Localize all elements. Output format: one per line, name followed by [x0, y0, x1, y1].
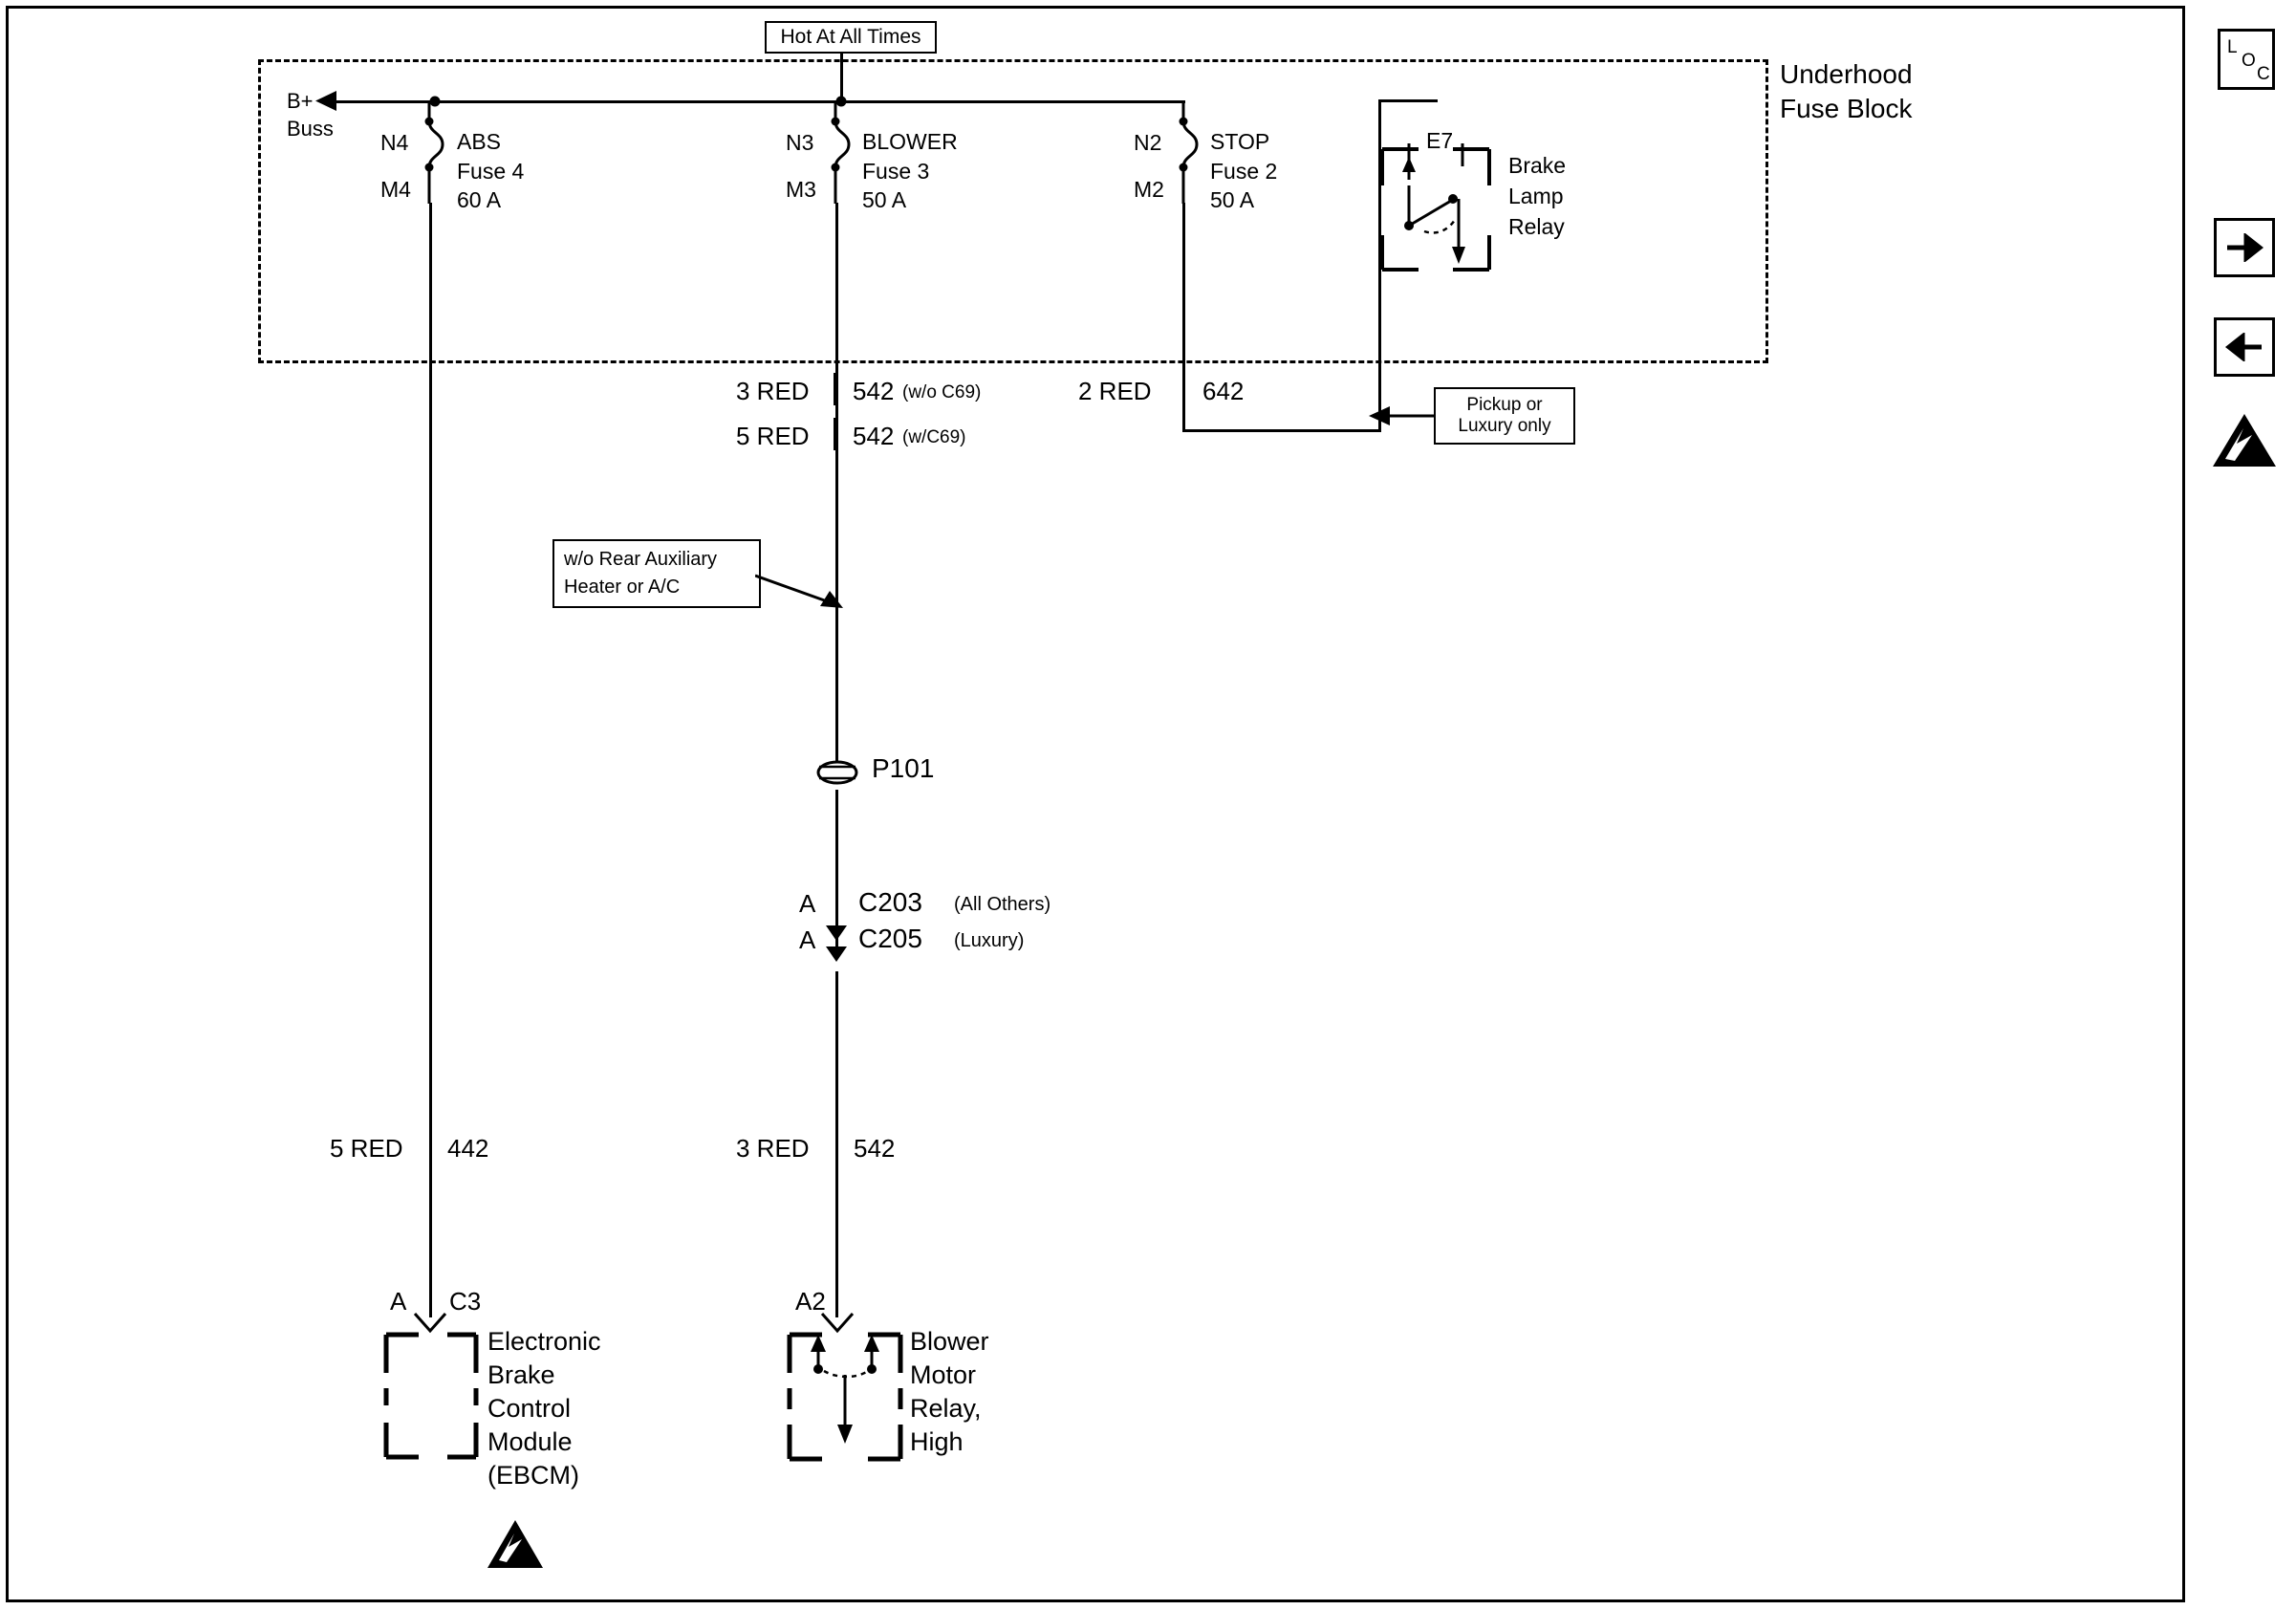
stop-fuse-pin-bottom: M2 — [1134, 177, 1164, 202]
electrostatic-discharge-icon-bottom — [486, 1518, 545, 1572]
wire-label-circuit-4: 442 — [447, 1134, 489, 1163]
pickup-luxury-line1: Pickup or — [1466, 395, 1543, 416]
wire-label-gauge-1: 3 RED — [736, 377, 810, 405]
relay-feed-top-wire — [1378, 99, 1438, 102]
no-rear-aux-line1: w/o Rear Auxiliary — [564, 549, 718, 570]
ebcm-label-line1: Electronic — [487, 1327, 601, 1356]
b-plus-arrowhead-icon — [315, 88, 344, 117]
wire-label-gauge-5: 3 RED — [736, 1134, 810, 1163]
c203-name: C203 — [858, 887, 922, 917]
abs-fuse-name: ABS — [457, 129, 502, 154]
wire-label-circuit-5: 542 — [854, 1134, 896, 1163]
stop-fuse-rating: 50 A — [1210, 187, 1255, 212]
wire-label-gauge-4: 5 RED — [330, 1134, 403, 1163]
abs-fuse-symbol-icon — [419, 100, 451, 206]
abs-fuse-pin-top: N4 — [380, 130, 409, 155]
blower-fuse-name: BLOWER — [862, 129, 958, 154]
c205-name: C205 — [858, 924, 922, 953]
blower-relay-label-line3: Relay, — [910, 1394, 982, 1423]
brake-lamp-relay-label-line2: Lamp — [1508, 184, 1564, 208]
blower-fuse-rating: 50 A — [862, 187, 907, 212]
pickup-luxury-arrow-icon — [1369, 402, 1434, 430]
loc-letter-c: C — [2257, 64, 2270, 84]
no-rear-aux-line2: Heater or A/C — [564, 577, 681, 598]
previous-page-button[interactable] — [2214, 317, 2275, 377]
blower-relay-label-line2: Motor — [910, 1360, 977, 1389]
wire-label-divider-5 — [835, 1130, 837, 1163]
relay-feed-up-wire — [1378, 99, 1381, 432]
loc-letter-l: L — [2227, 37, 2238, 57]
arrow-right-icon — [2225, 233, 2264, 262]
abs-fuse-rating: 60 A — [457, 187, 502, 212]
ebcm-label-line3: Control — [487, 1394, 572, 1423]
b-plus-buss-label-line2: Buss — [287, 117, 334, 141]
stop-fuse-to-relay-wire — [1182, 429, 1381, 432]
brake-lamp-relay-pin: E7 — [1426, 128, 1454, 153]
ebcm-label-line2: Brake — [487, 1360, 555, 1389]
stop-fuse-name: STOP — [1210, 129, 1270, 154]
p101-splice-icon — [814, 751, 860, 794]
ebcm-pin: A — [390, 1287, 407, 1316]
wire-label-divider-4 — [429, 1130, 431, 1163]
underhood-fuse-block-label-line1: Underhood — [1780, 59, 1913, 89]
wire-label-circuit-2: 542 — [853, 422, 895, 450]
blower-fuse-pin-top: N3 — [786, 130, 814, 155]
ebcm-label-line5: (EBCM) — [487, 1461, 579, 1490]
b-plus-buss-label-line1: B+ — [287, 89, 314, 113]
brake-lamp-relay-label-line3: Relay — [1508, 214, 1565, 239]
blower-relay-pin: A2 — [795, 1287, 826, 1316]
wire-label-note-2: (w/C69) — [902, 427, 966, 447]
wire-label-gauge-3: 2 RED — [1078, 377, 1152, 405]
wire-label-divider-3 — [1182, 373, 1184, 405]
wire-label-circuit-3: 642 — [1202, 377, 1245, 405]
blower-fuse-symbol-icon — [825, 100, 857, 206]
pickup-luxury-line2: Luxury only — [1458, 416, 1551, 436]
wire-label-gauge-2: 5 RED — [736, 422, 810, 450]
c205-pin: A — [799, 925, 816, 954]
loc-button[interactable] — [2218, 29, 2275, 90]
no-rear-aux-heater-callout — [552, 539, 761, 608]
pickup-luxury-callout — [1434, 387, 1575, 445]
ebcm-module-outline-icon — [380, 1329, 486, 1463]
arrow-left-icon — [2225, 333, 2264, 361]
next-page-button[interactable] — [2214, 218, 2275, 277]
blower-relay-symbol-icon — [784, 1329, 910, 1465]
c203-note: (All Others) — [954, 894, 1051, 915]
b-plus-bus-wire — [325, 100, 1185, 103]
abs-fuse-pin-bottom: M4 — [380, 177, 411, 202]
blower-relay-label-line4: High — [910, 1427, 964, 1456]
c205-note: (Luxury) — [954, 930, 1025, 951]
loc-letter-o: O — [2242, 51, 2256, 71]
electrostatic-discharge-icon-toolbar[interactable] — [2210, 411, 2279, 470]
ebcm-label-line4: Module — [487, 1427, 573, 1456]
abs-fuse-number: Fuse 4 — [457, 159, 525, 184]
wire-label-note-1: (w/o C69) — [902, 382, 982, 402]
stop-fuse-symbol-icon — [1173, 100, 1205, 206]
c203-c205-connector-arrows-icon — [820, 920, 853, 973]
blower-relay-label-line1: Blower — [910, 1327, 989, 1356]
wire-label-circuit-1: 542 — [853, 377, 895, 405]
hot-at-all-times-text: Hot At All Times — [780, 25, 921, 48]
p101-splice-label: P101 — [872, 753, 935, 783]
ebcm-connector: C3 — [449, 1287, 482, 1316]
brake-lamp-relay-label-line1: Brake — [1508, 153, 1567, 178]
c203-pin: A — [799, 889, 816, 918]
stop-fuse-pin-top: N2 — [1134, 130, 1162, 155]
blower-fuse-pin-bottom: M3 — [786, 177, 816, 202]
brake-lamp-relay-symbol-icon — [1376, 143, 1501, 277]
stop-fuse-number: Fuse 2 — [1210, 159, 1278, 184]
underhood-fuse-block-label-line2: Fuse Block — [1780, 94, 1913, 123]
blower-branch-wire-upper — [835, 203, 838, 763]
hot-feed-drop-wire — [840, 54, 843, 103]
hot-at-all-times-label — [765, 21, 937, 54]
blower-fuse-number: Fuse 3 — [862, 159, 930, 184]
